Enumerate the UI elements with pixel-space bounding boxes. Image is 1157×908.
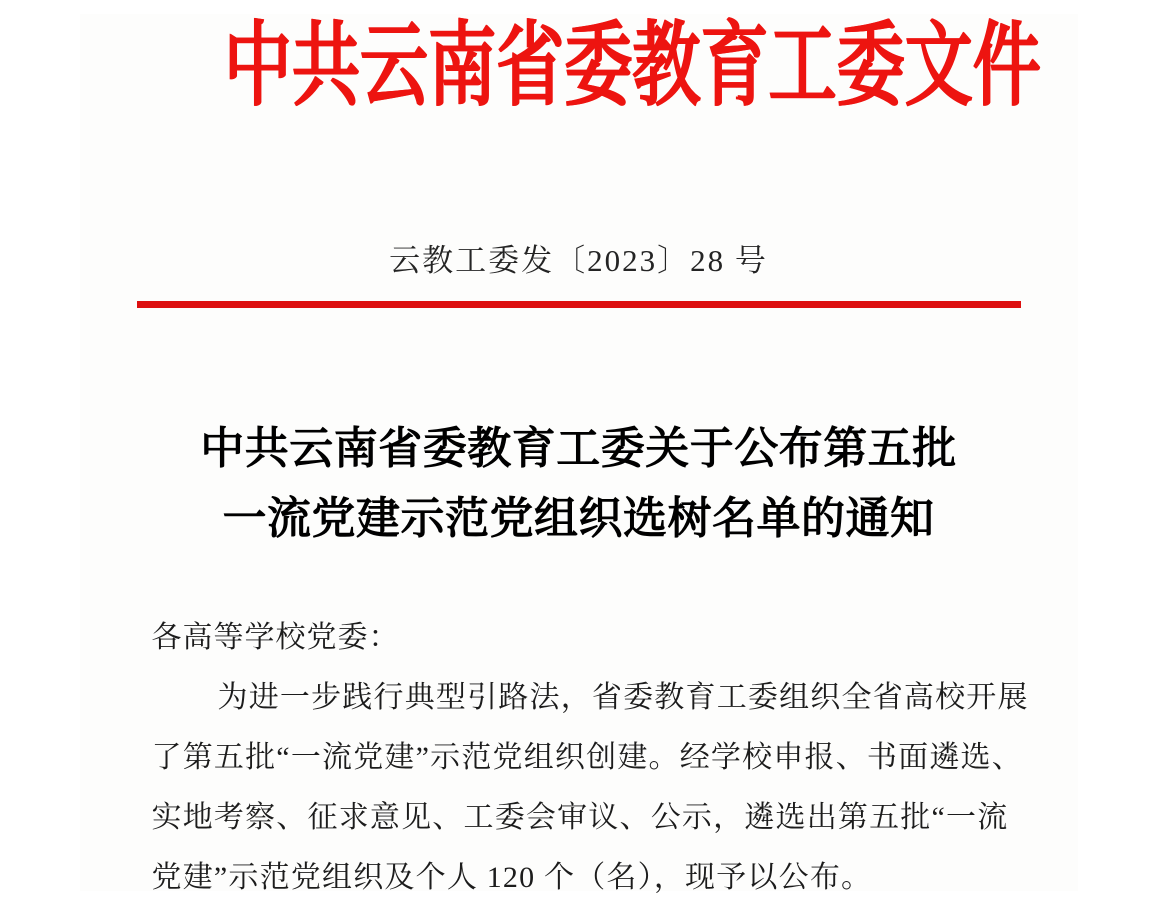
- notice-title-line-1: 中共云南省委教育工委关于公布第五批: [200, 424, 957, 473]
- body-paragraph-line: 了第五批“一流党建”示范党组织创建。经学校申报、书面遴选、: [151, 741, 1023, 774]
- issuing-authority-title: 中共云南省委教育工委文件: [223, 15, 1040, 117]
- red-header-banner: [80, 14, 1078, 145]
- document-reference-number: 云教工委发〔2023〕28 号: [389, 243, 768, 278]
- notice-title: [80, 414, 1078, 554]
- body-paragraph-line: 党建”示范党组织及个人 120 个（名），现予以公布。: [151, 861, 873, 894]
- official-document-page: [80, 14, 1078, 894]
- body-paragraph-line: 为进一步践行典型引路法，省委教育工委组织全省高校开展: [217, 681, 1029, 714]
- document-body: [151, 608, 1029, 908]
- salutation-line: 各高等学校党委：: [151, 621, 400, 654]
- body-paragraph-line: 实地考察、征求意见、工委会审议、公示，遴选出第五批“一流: [151, 801, 1009, 834]
- red-divider-line: [137, 301, 1021, 308]
- notice-title-line-2: 一流党建示范党组织选树名单的通知: [222, 494, 935, 543]
